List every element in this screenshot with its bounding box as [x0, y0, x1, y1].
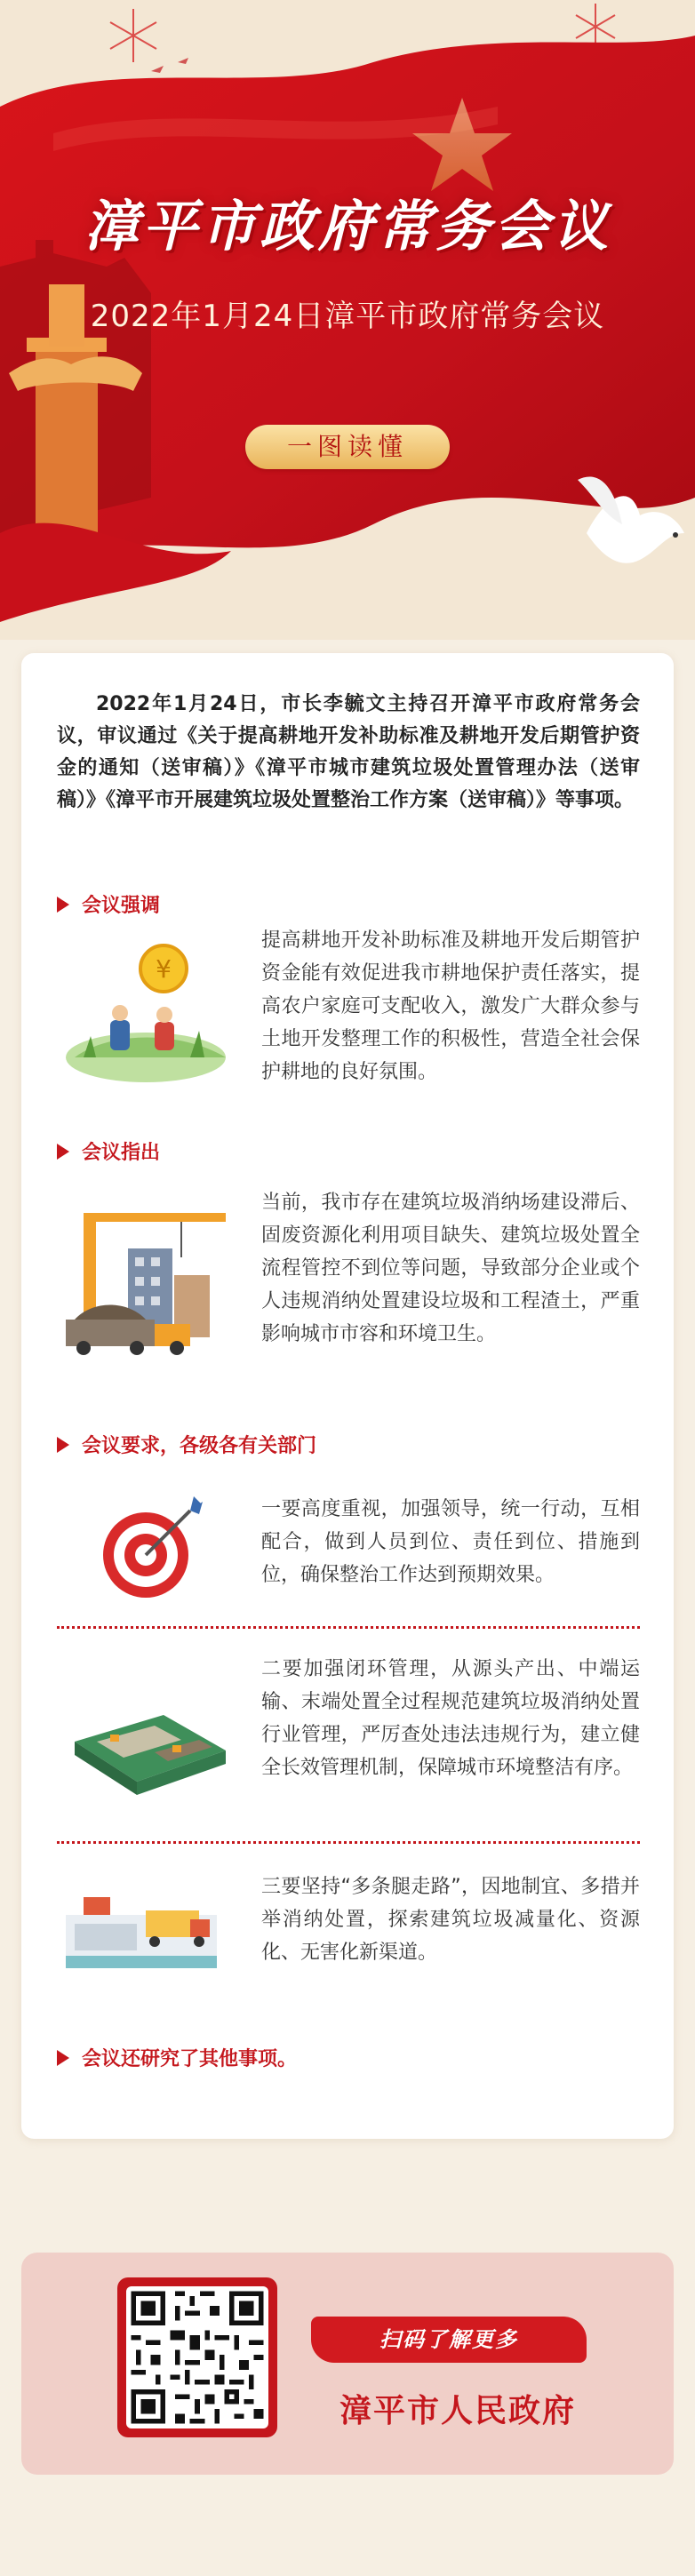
qr-code-icon — [126, 2286, 268, 2428]
infographic-badge: 一图读懂 — [245, 425, 450, 469]
recycling-truck-icon — [57, 1870, 244, 1986]
farmers-coin-icon — [57, 924, 244, 1093]
qr-code-frame — [117, 2277, 277, 2437]
dotted-divider — [57, 1626, 640, 1629]
section-heading-other — [57, 2044, 297, 2071]
section-heading-label: 会议指出 — [82, 1142, 161, 1164]
requirement-text-1: 一要高度重视，加强领导，统一行动，互相配合，做到人员到位、责任到位、措施到位，确保整治工作达到预期效果。 — [261, 1498, 640, 1586]
triangle-bullet-icon — [57, 1437, 69, 1453]
emphasis-text: 提高耕地开发补助标准及耕地开发后期管护资金能有效促进我市耕地保护责任落实，提高农户家庭可支配收入，激发广大群众参与土地开发整理工作的积极性，营造全社会保护耕地的良好氛围。 — [261, 929, 640, 1083]
section-heading-pointed — [57, 1137, 160, 1165]
section-heading-label: 会议要求，各级各有关部门 — [82, 1435, 317, 1457]
pointed-text: 当前，我市存在建筑垃圾消纳场建设滞后、固废资源化利用项目缺失、建筑垃圾处置全流程管控不到位等问题，导致部分企业或个人违规消纳处置建设垃圾和工程渣土，严重影响城市市容和环境卫生。 — [261, 1192, 640, 1345]
section-heading-label: 会议强调 — [82, 895, 161, 917]
page-title: 漳平市政府常务会议 — [83, 194, 611, 259]
emphasis-row — [57, 924, 640, 1093]
triangle-bullet-icon — [57, 2050, 69, 2066]
organization-name: 漳平市人民政府 — [339, 2393, 576, 2429]
pointed-row — [57, 1192, 640, 1364]
requirement-text-3: 三要坚持“多条腿走路”，因地制宜、多措并举消纳处置，探索建筑垃圾减量化、资源化、无害化新渠道。 — [261, 1876, 640, 1964]
triangle-bullet-icon — [57, 897, 69, 913]
requirement-item — [57, 1493, 640, 1608]
waste-yard-icon — [57, 1653, 244, 1822]
construction-site-icon — [57, 1195, 244, 1364]
content-card — [21, 653, 674, 2139]
page-subtitle: 2022年1月24日漳平市政府常务会议 — [90, 299, 605, 334]
dotted-divider — [57, 1841, 640, 1844]
section-heading-requirements — [57, 1431, 316, 1458]
intro-paragraph: 2022年1月24日，市长李毓文主持召开漳平市政府常务会议，审议通过《关于提高耕地开发补助标准及耕地开发后期管护资金的通知（送审稿）》《漳平市城市建筑垃圾处置管理办法（送审稿）》《漳平市开展建筑垃圾处置整治工作方案（送审稿）》等事项。 — [57, 693, 640, 811]
requirement-item — [57, 1653, 640, 1822]
qr-code[interactable] — [126, 2286, 268, 2428]
footer-panel — [21, 2253, 674, 2475]
target-icon — [57, 1493, 244, 1608]
section-heading-label: 会议还研究了其他事项。 — [82, 2048, 298, 2070]
requirement-text-2: 二要加强闭环管理，从源头产出、中端运输、末端处置全过程规范建筑垃圾消纳处置行业管理，严厉查处违法违规行为，建立健全长效管理机制，保障城市环境整洁有序。 — [261, 1658, 640, 1779]
header-banner — [0, 0, 695, 640]
triangle-bullet-icon — [57, 1144, 69, 1160]
requirement-item — [57, 1870, 640, 1986]
scan-to-learn-more-button[interactable]: 扫码了解更多 — [311, 2317, 587, 2363]
svg-text:¥: ¥ — [156, 954, 172, 984]
section-heading-emphasis — [57, 890, 160, 918]
